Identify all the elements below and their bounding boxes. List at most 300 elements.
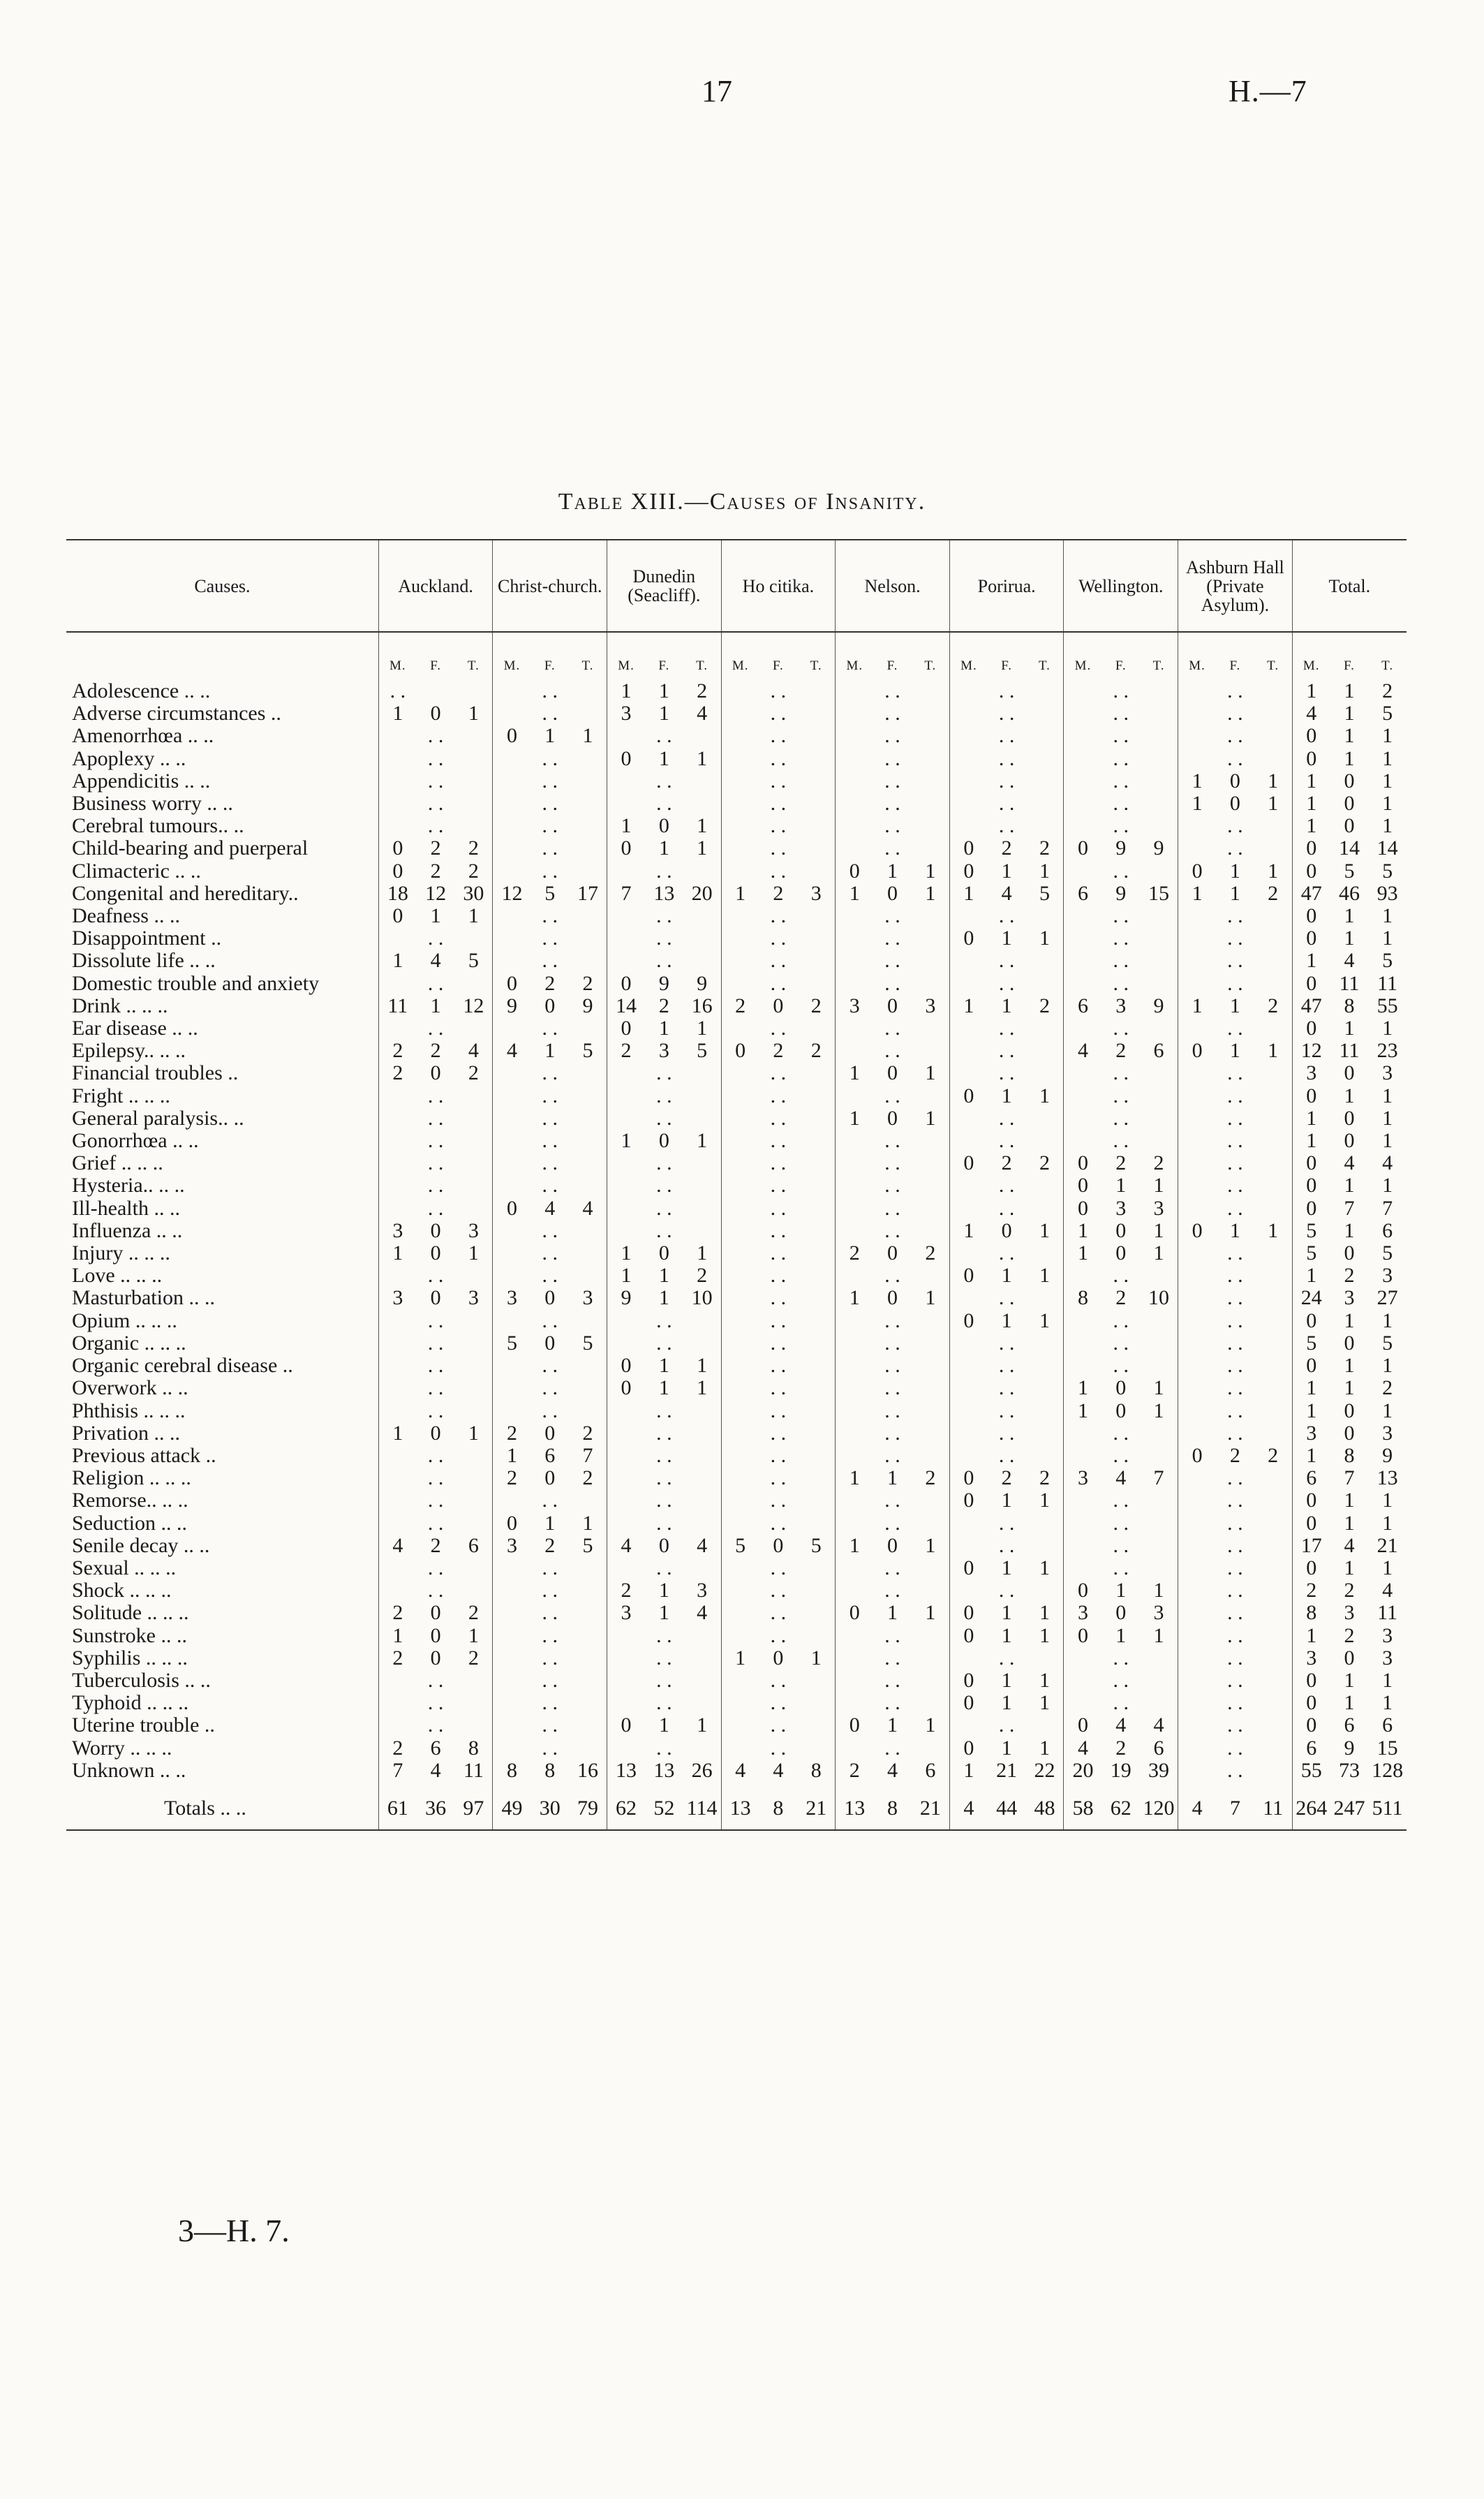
count-cell bbox=[912, 1220, 950, 1242]
count-cell bbox=[1254, 1669, 1293, 1692]
count-cell: 6 bbox=[544, 1444, 556, 1467]
count-cell bbox=[607, 1174, 646, 1197]
table-row bbox=[66, 1422, 1407, 1445]
count-cell: 4 bbox=[1064, 1040, 1102, 1062]
count-cell: 5 bbox=[582, 1534, 593, 1557]
count-cell: 0 bbox=[1115, 1242, 1127, 1265]
count-cell: . . bbox=[884, 1309, 900, 1332]
count-cell bbox=[1178, 1152, 1217, 1174]
count-cell: 0 bbox=[773, 1534, 784, 1557]
count-cell: 4 bbox=[1001, 882, 1012, 905]
count-cell bbox=[417, 680, 455, 702]
count-cell: . . bbox=[1113, 815, 1129, 838]
count-cell bbox=[1064, 973, 1102, 995]
count-cell: . . bbox=[884, 747, 900, 770]
count-cell: . . bbox=[1227, 1556, 1243, 1579]
count-cell: . . bbox=[427, 972, 444, 995]
count-cell bbox=[1064, 1332, 1102, 1355]
count-cell: . . bbox=[427, 1084, 444, 1107]
count-cell bbox=[378, 1489, 417, 1512]
count-cell: 1 bbox=[1344, 1017, 1355, 1040]
count-cell: 5 bbox=[1292, 1220, 1330, 1242]
count-cell: . . bbox=[884, 1692, 900, 1715]
count-cell bbox=[912, 905, 950, 927]
count-cell bbox=[454, 1017, 493, 1040]
count-cell: 0 bbox=[887, 1287, 898, 1310]
count-cell bbox=[683, 1400, 722, 1422]
count-cell: 0 bbox=[1344, 1242, 1355, 1265]
count-cell: 3 bbox=[925, 994, 936, 1017]
count-cell bbox=[607, 793, 646, 815]
count-cell bbox=[912, 1152, 950, 1174]
cause-label: Deafness .. .. bbox=[72, 905, 180, 928]
count-cell bbox=[1254, 973, 1293, 995]
count-cell bbox=[836, 1130, 874, 1152]
count-cell: . . bbox=[1113, 1422, 1129, 1445]
count-cell bbox=[1178, 927, 1217, 950]
count-cell: 97 bbox=[454, 1782, 493, 1830]
count-cell: . . bbox=[542, 860, 558, 883]
count-cell bbox=[1064, 927, 1102, 950]
cause-label: Congenital and hereditary.. bbox=[72, 882, 299, 905]
count-cell bbox=[949, 770, 988, 793]
count-cell bbox=[569, 1377, 607, 1399]
count-cell: . . bbox=[998, 1130, 1015, 1153]
count-cell bbox=[949, 1040, 988, 1062]
count-cell bbox=[949, 1197, 988, 1220]
count-cell: 0 bbox=[949, 1152, 988, 1174]
count-cell bbox=[1064, 905, 1102, 927]
count-cell bbox=[836, 1174, 874, 1197]
count-cell bbox=[1140, 725, 1178, 747]
count-cell: . . bbox=[1113, 1444, 1129, 1467]
count-cell: 1 bbox=[1382, 769, 1393, 793]
count-cell: 5 bbox=[1382, 1242, 1393, 1265]
count-cell bbox=[569, 748, 607, 770]
count-cell: . . bbox=[770, 1692, 787, 1715]
count-cell bbox=[836, 973, 874, 995]
count-cell: 2 bbox=[378, 1602, 417, 1624]
count-cell: 30 bbox=[530, 1782, 569, 1830]
count-cell bbox=[569, 815, 607, 837]
count-cell: 1 bbox=[1229, 1040, 1240, 1063]
count-cell bbox=[1064, 1107, 1102, 1130]
count-cell bbox=[836, 1355, 874, 1377]
count-cell bbox=[836, 702, 874, 725]
cause-label: Appendicitis .. .. bbox=[72, 769, 211, 793]
count-cell: 1 bbox=[607, 1265, 646, 1287]
count-cell: . . bbox=[1113, 680, 1129, 702]
count-cell: . . bbox=[427, 1489, 444, 1512]
count-cell: . . bbox=[1227, 1377, 1243, 1400]
count-cell: 2 bbox=[836, 1760, 874, 1782]
count-cell: . . bbox=[770, 1219, 787, 1242]
table-row bbox=[66, 1287, 1407, 1309]
count-cell: 2 bbox=[468, 837, 479, 860]
count-cell: . . bbox=[884, 1646, 900, 1669]
count-cell bbox=[607, 1692, 646, 1714]
count-cell: 1 bbox=[658, 1602, 669, 1625]
count-cell: . . bbox=[1227, 815, 1243, 838]
count-cell: 2 bbox=[468, 1062, 479, 1085]
count-cell: 21 bbox=[797, 1782, 836, 1830]
count-cell: . . bbox=[884, 1017, 900, 1040]
cause-label: Grief .. .. .. bbox=[72, 1152, 163, 1175]
count-cell: 2 bbox=[810, 994, 822, 1017]
count-cell: 3 bbox=[607, 702, 646, 725]
count-cell: . . bbox=[998, 1017, 1015, 1040]
count-cell: 0 bbox=[1064, 1579, 1102, 1602]
count-cell: . . bbox=[998, 793, 1015, 816]
count-cell bbox=[912, 1174, 950, 1197]
count-cell: 1 bbox=[1344, 1084, 1355, 1107]
cause-label: Injury .. .. .. bbox=[72, 1242, 170, 1265]
count-cell: 1 bbox=[1292, 680, 1330, 702]
count-cell: . . bbox=[427, 725, 444, 748]
count-cell bbox=[797, 1152, 836, 1174]
count-cell bbox=[1254, 1489, 1293, 1512]
count-cell: . . bbox=[1113, 1062, 1129, 1085]
count-cell: . . bbox=[1227, 1242, 1243, 1265]
count-cell: 1 bbox=[378, 1625, 417, 1647]
count-cell bbox=[378, 1130, 417, 1152]
count-cell: 1 bbox=[1001, 927, 1012, 950]
count-cell bbox=[797, 1692, 836, 1714]
count-cell: 0 bbox=[607, 1017, 646, 1040]
count-cell: . . bbox=[427, 1444, 444, 1467]
count-cell: 1 bbox=[607, 680, 646, 702]
count-cell: 14 bbox=[1377, 837, 1398, 860]
count-cell: . . bbox=[1227, 725, 1243, 748]
count-cell bbox=[912, 1445, 950, 1467]
count-cell bbox=[683, 1557, 722, 1579]
count-cell: 1 bbox=[1292, 1625, 1330, 1647]
count-cell: 0 bbox=[949, 1489, 988, 1512]
table-row bbox=[66, 1445, 1407, 1467]
count-cell: 1 bbox=[1344, 927, 1355, 950]
count-cell: . . bbox=[884, 1265, 900, 1288]
count-cell: 16 bbox=[577, 1759, 599, 1782]
count-cell: 1 bbox=[1178, 770, 1217, 793]
count-cell bbox=[836, 1265, 874, 1287]
count-cell bbox=[949, 1512, 988, 1535]
count-cell bbox=[721, 860, 759, 883]
count-cell bbox=[912, 1355, 950, 1377]
count-cell bbox=[1140, 1489, 1178, 1512]
count-cell: . . bbox=[998, 747, 1015, 770]
count-cell: 1 bbox=[1001, 1084, 1012, 1107]
count-cell bbox=[378, 1355, 417, 1377]
count-cell bbox=[1254, 1174, 1293, 1197]
count-cell bbox=[454, 973, 493, 995]
count-cell bbox=[569, 905, 607, 927]
count-cell bbox=[1025, 1107, 1064, 1130]
count-cell bbox=[1025, 815, 1064, 837]
count-cell: 1 bbox=[1382, 927, 1393, 950]
count-cell bbox=[1254, 1760, 1293, 1782]
table-row bbox=[66, 1062, 1407, 1084]
table-row bbox=[66, 1714, 1407, 1737]
count-cell: 1 bbox=[468, 1624, 479, 1647]
count-cell bbox=[721, 1557, 759, 1579]
count-cell bbox=[569, 1062, 607, 1084]
count-cell: 1 bbox=[1344, 680, 1355, 702]
count-cell: 2 bbox=[1268, 882, 1279, 905]
count-cell: 1 bbox=[1292, 1265, 1330, 1287]
count-cell bbox=[1140, 1422, 1178, 1445]
count-cell: . . bbox=[1227, 1692, 1243, 1715]
count-cell bbox=[1025, 1062, 1064, 1084]
count-cell: 1 bbox=[697, 1017, 708, 1040]
count-cell: 1 bbox=[607, 1130, 646, 1152]
count-cell bbox=[1140, 770, 1178, 793]
subheader-total: T. bbox=[581, 658, 594, 673]
count-cell: 1 bbox=[658, 702, 669, 725]
count-cell bbox=[569, 1557, 607, 1579]
count-cell: 4 bbox=[697, 1602, 708, 1625]
count-cell bbox=[1178, 1535, 1217, 1557]
count-cell: 1 bbox=[1229, 882, 1240, 905]
count-cell: 3 bbox=[1064, 1467, 1102, 1489]
count-cell bbox=[949, 702, 988, 725]
count-cell: . . bbox=[1113, 1489, 1129, 1512]
count-cell: 0 bbox=[949, 1737, 988, 1760]
count-cell: . . bbox=[884, 972, 900, 995]
cause-label: Hysteria.. .. .. bbox=[72, 1174, 185, 1197]
count-cell: 0 bbox=[1292, 905, 1330, 927]
count-cell bbox=[721, 1152, 759, 1174]
count-cell: 0 bbox=[493, 725, 531, 747]
count-cell: 0 bbox=[1178, 1220, 1217, 1242]
count-cell bbox=[454, 1467, 493, 1489]
count-cell bbox=[797, 1669, 836, 1692]
cause-label: Apoplexy .. .. bbox=[72, 747, 186, 770]
count-cell bbox=[836, 950, 874, 972]
table-row bbox=[66, 725, 1407, 747]
subheader-male: M. bbox=[1178, 632, 1217, 680]
count-cell bbox=[721, 1692, 759, 1714]
count-cell bbox=[912, 748, 950, 770]
count-cell: 1 bbox=[1292, 1445, 1330, 1467]
count-cell: 1 bbox=[1001, 1489, 1012, 1512]
count-cell bbox=[607, 950, 646, 972]
count-cell: 0 bbox=[1292, 1512, 1330, 1535]
count-cell: 1 bbox=[1292, 770, 1330, 793]
count-cell bbox=[797, 927, 836, 950]
count-cell bbox=[797, 1467, 836, 1489]
count-cell bbox=[569, 680, 607, 702]
count-cell bbox=[1178, 815, 1217, 837]
count-cell: 2 bbox=[721, 995, 759, 1017]
count-cell: 2 bbox=[925, 1242, 936, 1265]
count-cell bbox=[493, 927, 531, 950]
count-cell: 1 bbox=[949, 883, 988, 905]
count-cell bbox=[1254, 1107, 1293, 1130]
count-cell: 12 bbox=[463, 994, 484, 1017]
count-cell: 0 bbox=[658, 1534, 669, 1557]
count-cell bbox=[683, 1152, 722, 1174]
count-cell bbox=[454, 1265, 493, 1287]
count-cell bbox=[683, 1669, 722, 1692]
table-row bbox=[66, 995, 1407, 1017]
count-cell: 0 bbox=[1115, 1377, 1127, 1400]
count-cell: 1 bbox=[1001, 1624, 1012, 1647]
count-cell: 1 bbox=[1039, 1265, 1050, 1288]
count-cell bbox=[454, 1332, 493, 1355]
count-cell: . . bbox=[1227, 1489, 1243, 1512]
count-cell: 0 bbox=[1292, 860, 1330, 883]
count-cell: 4 bbox=[1382, 1579, 1393, 1602]
count-cell: 3 bbox=[1382, 1646, 1393, 1669]
count-cell: 1 bbox=[1382, 815, 1393, 838]
count-cell: . . bbox=[1227, 1602, 1243, 1625]
count-cell: 4 bbox=[378, 1535, 417, 1557]
count-cell bbox=[569, 1017, 607, 1040]
count-cell: . . bbox=[656, 1669, 672, 1692]
count-cell: 8 bbox=[810, 1759, 822, 1782]
totals-row bbox=[66, 1782, 1407, 1830]
count-cell: 0 bbox=[836, 1602, 874, 1624]
count-cell: 1 bbox=[1001, 1737, 1012, 1760]
count-cell: 2 bbox=[430, 837, 441, 860]
count-cell bbox=[1178, 1557, 1217, 1579]
count-cell: . . bbox=[1227, 1084, 1243, 1107]
count-cell bbox=[836, 1512, 874, 1535]
count-cell bbox=[912, 837, 950, 860]
cause-label: Sexual .. .. .. bbox=[72, 1556, 177, 1579]
count-cell: . . bbox=[427, 769, 444, 793]
count-cell: . . bbox=[884, 1422, 900, 1445]
count-cell: . . bbox=[1227, 702, 1243, 725]
count-cell: 0 bbox=[607, 1355, 646, 1377]
count-cell: 5 bbox=[544, 882, 556, 905]
count-cell: 8 bbox=[1344, 1444, 1355, 1467]
count-cell: 1 bbox=[1344, 725, 1355, 748]
count-cell bbox=[949, 680, 988, 702]
count-cell bbox=[721, 1017, 759, 1040]
count-cell: 15 bbox=[1148, 882, 1170, 905]
count-cell bbox=[949, 1242, 988, 1265]
subheader-male: M. bbox=[1064, 632, 1102, 680]
count-cell: . . bbox=[542, 1242, 558, 1265]
count-cell: 2 bbox=[378, 1040, 417, 1062]
count-cell bbox=[836, 1017, 874, 1040]
count-cell: 4 bbox=[1153, 1714, 1164, 1737]
count-cell: . . bbox=[542, 1399, 558, 1422]
count-cell: 1 bbox=[658, 1377, 669, 1400]
count-cell bbox=[1254, 702, 1293, 725]
count-cell bbox=[1178, 1174, 1217, 1197]
count-cell: 1 bbox=[1292, 950, 1330, 972]
cause-label: Ill-health .. .. bbox=[72, 1197, 180, 1220]
count-cell: . . bbox=[1113, 860, 1129, 883]
count-cell: 1 bbox=[1344, 1489, 1355, 1512]
table-row bbox=[66, 1174, 1407, 1197]
count-cell bbox=[454, 1669, 493, 1692]
count-cell: 49 bbox=[493, 1782, 531, 1830]
count-cell bbox=[721, 1377, 759, 1399]
count-cell bbox=[1140, 815, 1178, 837]
count-cell bbox=[1064, 1310, 1102, 1332]
count-cell: . . bbox=[1113, 793, 1129, 816]
count-cell bbox=[797, 1265, 836, 1287]
count-cell: 1 bbox=[1001, 1692, 1012, 1715]
count-cell: 13 bbox=[1377, 1467, 1398, 1490]
count-cell: . . bbox=[998, 815, 1015, 838]
count-cell: 1 bbox=[1382, 1512, 1393, 1535]
count-cell: 1 bbox=[607, 815, 646, 837]
count-cell: 1 bbox=[544, 1040, 556, 1063]
count-cell bbox=[797, 1287, 836, 1309]
count-cell: 1 bbox=[1292, 1130, 1330, 1152]
count-cell: 4 bbox=[697, 702, 708, 725]
count-cell: . . bbox=[884, 815, 900, 838]
count-cell: 1 bbox=[1344, 1174, 1355, 1197]
count-cell: 0 bbox=[949, 1692, 988, 1714]
count-cell: . . bbox=[884, 1174, 900, 1197]
count-cell: . . bbox=[427, 1197, 444, 1220]
count-cell: . . bbox=[1227, 837, 1243, 860]
subheader-total: T. bbox=[467, 658, 480, 673]
count-cell bbox=[1025, 680, 1064, 702]
count-cell bbox=[378, 815, 417, 837]
count-cell bbox=[454, 1197, 493, 1220]
count-cell bbox=[721, 1242, 759, 1265]
count-cell: 4 bbox=[1178, 1782, 1217, 1830]
count-cell bbox=[569, 1107, 607, 1130]
count-cell bbox=[569, 1220, 607, 1242]
count-cell: 1 bbox=[1039, 1624, 1050, 1647]
group-header: Ashburn Hall (Private Asylum). bbox=[1178, 540, 1293, 632]
count-cell: 0 bbox=[1292, 748, 1330, 770]
group-header: Total. bbox=[1292, 540, 1407, 632]
count-cell: . . bbox=[427, 815, 444, 838]
count-cell: 7 bbox=[582, 1444, 593, 1467]
count-cell bbox=[912, 1310, 950, 1332]
count-cell: 62 bbox=[607, 1782, 646, 1830]
count-cell bbox=[454, 1579, 493, 1602]
count-cell: 1 bbox=[378, 1422, 417, 1445]
count-cell bbox=[607, 1107, 646, 1130]
count-cell: 3 bbox=[1382, 1265, 1393, 1288]
count-cell bbox=[1178, 1625, 1217, 1647]
table-row bbox=[66, 748, 1407, 770]
count-cell: 0 bbox=[544, 1287, 556, 1310]
table-row bbox=[66, 883, 1407, 905]
count-cell: 6 bbox=[1064, 995, 1102, 1017]
count-cell: 247 bbox=[1330, 1782, 1369, 1830]
count-cell bbox=[1178, 1242, 1217, 1265]
count-cell: . . bbox=[427, 1512, 444, 1535]
count-cell bbox=[493, 702, 531, 725]
count-cell bbox=[683, 1467, 722, 1489]
count-cell bbox=[836, 1220, 874, 1242]
count-cell: 0 bbox=[1292, 725, 1330, 747]
count-cell bbox=[797, 1625, 836, 1647]
count-cell bbox=[454, 1714, 493, 1737]
table-body bbox=[66, 680, 1407, 1830]
count-cell: 1 bbox=[1153, 1579, 1164, 1602]
count-cell: 2 bbox=[658, 994, 669, 1017]
count-cell: 26 bbox=[691, 1759, 713, 1782]
count-cell bbox=[912, 1332, 950, 1355]
count-cell: . . bbox=[770, 972, 787, 995]
count-cell bbox=[797, 1377, 836, 1399]
count-cell: 2 bbox=[1039, 1467, 1050, 1490]
count-cell: 10 bbox=[1148, 1287, 1170, 1310]
count-cell: 0 bbox=[1064, 1197, 1102, 1220]
count-cell bbox=[1254, 1377, 1293, 1399]
